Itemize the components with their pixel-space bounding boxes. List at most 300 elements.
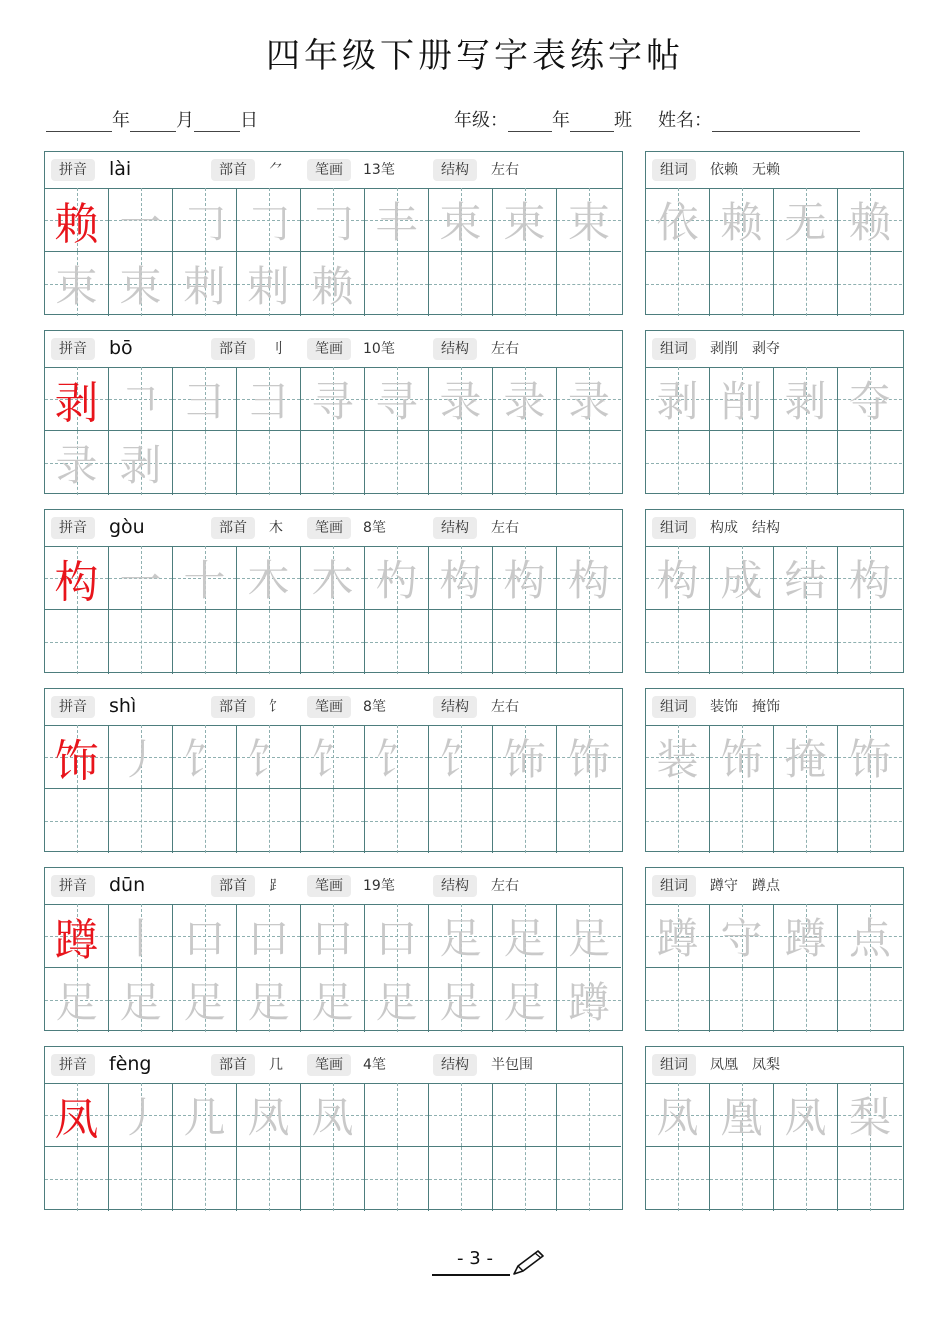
grid-cell[interactable]	[710, 252, 774, 316]
practice-grid	[45, 1083, 622, 1209]
grade-blank[interactable]	[508, 111, 552, 132]
grid-cell[interactable]	[45, 968, 109, 1032]
words-tag: 组词	[652, 1054, 696, 1076]
grid-cell[interactable]	[301, 431, 365, 495]
grid-cell[interactable]	[173, 610, 237, 674]
trace-character: 杓	[375, 555, 418, 605]
trace-character: 赖	[848, 197, 891, 247]
grid-cell[interactable]	[774, 431, 838, 495]
grid-cell[interactable]	[710, 188, 774, 252]
grid-cell[interactable]	[237, 431, 301, 495]
grid-cell[interactable]	[173, 546, 237, 610]
grid-cell[interactable]	[45, 188, 109, 252]
char-card	[44, 151, 623, 315]
words-value: 剥削 剥夺	[710, 341, 780, 357]
trace-character: 构	[503, 555, 546, 605]
grid-cell[interactable]	[365, 188, 429, 252]
grid-cell[interactable]	[301, 789, 365, 853]
grid-cell[interactable]	[557, 725, 621, 789]
grid-cell[interactable]	[365, 1083, 429, 1147]
model-character: 构	[54, 556, 99, 608]
grid-cell[interactable]	[109, 367, 173, 431]
grid-cell[interactable]	[237, 1083, 301, 1147]
trace-character: 一	[119, 555, 162, 605]
char-card-header	[45, 1047, 622, 1084]
structure-tag: 结构	[433, 159, 477, 181]
trace-character: 结	[784, 555, 827, 605]
grid-cell[interactable]	[173, 725, 237, 789]
grid-cell[interactable]	[109, 789, 173, 853]
grid-cell[interactable]	[493, 367, 557, 431]
radical-value: ⻊	[269, 878, 283, 894]
grid-cell[interactable]	[45, 725, 109, 789]
grid-cell[interactable]	[557, 1147, 621, 1211]
month-label: 月	[176, 110, 194, 131]
grid-cell[interactable]	[774, 252, 838, 316]
trace-character: 寻	[375, 376, 418, 426]
name-blank[interactable]	[712, 111, 860, 132]
trace-character: 足	[183, 978, 226, 1027]
grid-cell[interactable]	[493, 1083, 557, 1147]
grid-cell[interactable]	[646, 188, 710, 252]
grid-cell[interactable]	[365, 252, 429, 316]
radical-value: 几	[269, 1057, 283, 1073]
trace-character: 彐	[183, 376, 226, 426]
grid-cell[interactable]	[45, 904, 109, 968]
grid-cell[interactable]	[173, 968, 237, 1032]
grid-cell[interactable]	[646, 1083, 710, 1147]
grid-cell[interactable]	[838, 1083, 902, 1147]
trace-character: 束	[119, 262, 162, 311]
trace-character: 口	[375, 913, 418, 963]
grid-cell[interactable]	[173, 252, 237, 316]
trace-character: 丿	[119, 1092, 162, 1142]
pinyin-tag: 拼音	[51, 875, 95, 897]
trace-character: 丿	[119, 734, 162, 784]
trace-character: 凤	[784, 1092, 827, 1142]
trace-character: 依	[656, 197, 699, 247]
grid-cell[interactable]	[493, 546, 557, 610]
grid-cell[interactable]	[237, 968, 301, 1032]
year-label: 年	[112, 110, 130, 131]
structure-tag: 结构	[433, 875, 477, 897]
grid-cell[interactable]	[646, 968, 710, 1032]
words-card-header	[646, 1047, 903, 1084]
year-blank[interactable]	[46, 111, 112, 132]
grid-cell[interactable]	[301, 904, 365, 968]
trace-character: 剥	[784, 376, 827, 426]
trace-character: 𠃍	[119, 376, 162, 426]
grid-cell[interactable]	[173, 904, 237, 968]
page-title: 四年级下册写字表练字帖	[266, 36, 684, 76]
grid-cell[interactable]	[45, 789, 109, 853]
words-card	[645, 1046, 904, 1210]
grid-cell[interactable]	[429, 968, 493, 1032]
strokes-value: 4笔	[363, 1057, 386, 1073]
char-card-header	[45, 868, 622, 905]
grid-cell[interactable]	[429, 610, 493, 674]
grid-cell[interactable]	[237, 725, 301, 789]
grid-cell[interactable]	[838, 968, 902, 1032]
grid-cell[interactable]	[710, 367, 774, 431]
grid-cell[interactable]	[429, 431, 493, 495]
structure-value: 半包围	[491, 1057, 533, 1073]
grid-cell[interactable]	[493, 904, 557, 968]
grid-cell[interactable]	[109, 546, 173, 610]
grid-cell[interactable]	[774, 904, 838, 968]
grid-cell[interactable]	[493, 252, 557, 316]
grid-cell[interactable]	[557, 789, 621, 853]
grid-cell[interactable]	[301, 610, 365, 674]
grid-cell[interactable]	[646, 904, 710, 968]
practice-grid	[646, 904, 903, 1030]
structure-tag: 结构	[433, 338, 477, 360]
char-card-header	[45, 510, 622, 547]
grid-cell[interactable]	[45, 367, 109, 431]
grid-cell[interactable]	[646, 546, 710, 610]
grid-cell[interactable]	[301, 968, 365, 1032]
words-tag: 组词	[652, 875, 696, 897]
grid-cell[interactable]	[429, 1147, 493, 1211]
char-card	[44, 688, 623, 852]
strokes-tag: 笔画	[307, 159, 351, 181]
trace-character: 饣	[311, 734, 354, 784]
char-card-header	[45, 152, 622, 189]
grid-cell[interactable]	[710, 610, 774, 674]
trace-character: 构	[656, 555, 699, 605]
month-blank[interactable]	[130, 111, 176, 132]
model-character: 剥	[54, 377, 99, 429]
grid-cell[interactable]	[493, 789, 557, 853]
practice-grid	[646, 725, 903, 851]
grid-cell[interactable]	[557, 431, 621, 495]
grid-cell[interactable]	[109, 968, 173, 1032]
trace-character: 足	[247, 978, 290, 1027]
grid-cell[interactable]	[173, 1083, 237, 1147]
trace-character: 蹲	[567, 978, 610, 1027]
grid-cell[interactable]	[45, 1083, 109, 1147]
trace-character: 剥	[119, 441, 162, 490]
trace-character: 录	[55, 441, 98, 490]
words-card-header	[646, 868, 903, 905]
grid-cell[interactable]	[710, 546, 774, 610]
grade-year-label: 年	[552, 110, 570, 131]
trace-character: 饰	[720, 734, 763, 784]
trace-character: 十	[183, 555, 226, 605]
trace-character: 足	[503, 978, 546, 1027]
radical-tag: 部首	[211, 875, 255, 897]
trace-character: 足	[311, 978, 354, 1027]
student-line	[454, 106, 860, 134]
grid-cell[interactable]	[838, 252, 902, 316]
grid-cell[interactable]	[109, 188, 173, 252]
grid-cell[interactable]	[493, 610, 557, 674]
grid-cell[interactable]	[646, 610, 710, 674]
radical-tag: 部首	[211, 159, 255, 181]
grid-cell[interactable]	[710, 789, 774, 853]
grid-cell[interactable]	[493, 188, 557, 252]
grid-cell[interactable]	[173, 367, 237, 431]
trace-character: 𠃌	[247, 197, 290, 247]
grid-cell[interactable]	[301, 367, 365, 431]
grid-cell[interactable]	[237, 252, 301, 316]
words-card-header	[646, 689, 903, 726]
grid-cell[interactable]	[429, 252, 493, 316]
trace-character: 凤	[311, 1092, 354, 1142]
grid-cell[interactable]	[838, 367, 902, 431]
grid-cell[interactable]	[557, 188, 621, 252]
grid-cell[interactable]	[429, 546, 493, 610]
grid-cell[interactable]	[429, 367, 493, 431]
grid-cell[interactable]	[109, 252, 173, 316]
practice-grid	[45, 188, 622, 314]
trace-character: 口	[311, 913, 354, 963]
grid-cell[interactable]	[365, 968, 429, 1032]
practice-grid	[646, 367, 903, 493]
radical-value: 刂	[269, 341, 283, 357]
trace-character: 足	[567, 913, 610, 963]
trace-character: 构	[439, 555, 482, 605]
grid-cell[interactable]	[774, 610, 838, 674]
trace-character: 寻	[311, 376, 354, 426]
grid-cell[interactable]	[646, 367, 710, 431]
model-character: 赖	[54, 198, 99, 250]
grid-cell[interactable]	[45, 546, 109, 610]
trace-character: 口	[183, 913, 226, 963]
grid-cell[interactable]	[301, 1083, 365, 1147]
grid-cell[interactable]	[45, 431, 109, 495]
radical-value: ⺈	[269, 162, 283, 178]
pinyin-tag: 拼音	[51, 696, 95, 718]
words-tag: 组词	[652, 159, 696, 181]
grid-cell[interactable]	[838, 725, 902, 789]
grid-cell[interactable]	[237, 1147, 301, 1211]
model-character: 蹲	[54, 914, 99, 966]
words-card	[645, 688, 904, 852]
grid-cell[interactable]	[365, 546, 429, 610]
trace-character: 剥	[656, 376, 699, 426]
grid-cell[interactable]	[774, 188, 838, 252]
structure-value: 左右	[491, 878, 519, 894]
words-tag: 组词	[652, 517, 696, 539]
pen-icon	[510, 1248, 546, 1278]
grid-cell[interactable]	[557, 367, 621, 431]
trace-character: 蹲	[784, 913, 827, 963]
words-value: 蹲守 蹲点	[710, 878, 780, 894]
pinyin-tag: 拼音	[51, 338, 95, 360]
grid-cell[interactable]	[173, 188, 237, 252]
model-character: 饰	[54, 735, 99, 787]
grid-cell[interactable]	[838, 546, 902, 610]
grid-cell[interactable]	[45, 252, 109, 316]
trace-character: 束	[439, 197, 482, 247]
char-card	[44, 330, 623, 494]
class-blank[interactable]	[570, 111, 614, 132]
words-card	[645, 330, 904, 494]
radical-value: 木	[269, 520, 283, 536]
grid-cell[interactable]	[173, 789, 237, 853]
grid-cell[interactable]	[365, 367, 429, 431]
trace-character: 足	[503, 913, 546, 963]
words-card-header	[646, 510, 903, 547]
trace-character: 赖	[311, 262, 354, 311]
grid-cell[interactable]	[237, 367, 301, 431]
grid-cell[interactable]	[301, 725, 365, 789]
grid-cell[interactable]	[557, 252, 621, 316]
char-card-header	[45, 689, 622, 726]
trace-character: 饣	[183, 734, 226, 784]
grid-cell[interactable]	[493, 725, 557, 789]
radical-tag: 部首	[211, 338, 255, 360]
grid-cell[interactable]	[557, 1083, 621, 1147]
pinyin-tag: 拼音	[51, 1054, 95, 1076]
grid-cell[interactable]	[109, 431, 173, 495]
trace-character: 足	[375, 978, 418, 1027]
grid-cell[interactable]	[429, 188, 493, 252]
grid-cell[interactable]	[365, 610, 429, 674]
grid-cell[interactable]	[557, 610, 621, 674]
grid-cell[interactable]	[109, 1147, 173, 1211]
radical-tag: 部首	[211, 696, 255, 718]
grid-cell[interactable]	[838, 1147, 902, 1211]
grid-cell[interactable]	[774, 367, 838, 431]
grid-cell[interactable]	[365, 725, 429, 789]
grid-cell[interactable]	[774, 1147, 838, 1211]
trace-character: 丰	[375, 197, 418, 247]
grid-cell[interactable]	[774, 725, 838, 789]
words-value: 装饰 掩饰	[710, 699, 780, 715]
grid-cell[interactable]	[646, 431, 710, 495]
pinyin-tag: 拼音	[51, 517, 95, 539]
strokes-tag: 笔画	[307, 875, 351, 897]
trace-character: 几	[183, 1092, 226, 1142]
practice-grid	[646, 188, 903, 314]
structure-value: 左右	[491, 341, 519, 357]
pinyin-tag: 拼音	[51, 159, 95, 181]
grade-label: 年级：	[454, 110, 508, 131]
pinyin-value: gòu	[109, 516, 145, 538]
trace-character: 录	[439, 376, 482, 426]
strokes-value: 13笔	[363, 162, 395, 178]
grid-cell[interactable]	[646, 789, 710, 853]
trace-character: 𠃌	[183, 197, 226, 247]
practice-grid	[45, 725, 622, 851]
grid-cell[interactable]	[774, 789, 838, 853]
grid-cell[interactable]	[838, 188, 902, 252]
grid-cell[interactable]	[301, 546, 365, 610]
grid-cell[interactable]	[429, 904, 493, 968]
trace-character: 凤	[656, 1092, 699, 1142]
trace-character: 束	[567, 197, 610, 247]
grid-cell[interactable]	[45, 1147, 109, 1211]
grid-cell[interactable]	[774, 546, 838, 610]
grid-cell[interactable]	[237, 789, 301, 853]
grid-cell[interactable]	[838, 789, 902, 853]
trace-character: 掩	[784, 734, 827, 784]
grid-cell[interactable]	[557, 968, 621, 1032]
char-card-header	[45, 331, 622, 368]
trace-character: 点	[848, 913, 891, 963]
structure-tag: 结构	[433, 696, 477, 718]
grid-cell[interactable]	[774, 1083, 838, 1147]
grid-cell[interactable]	[365, 789, 429, 853]
trace-character: 足	[55, 978, 98, 1027]
grid-cell[interactable]	[365, 904, 429, 968]
grid-cell[interactable]	[710, 1147, 774, 1211]
char-card	[44, 867, 623, 1031]
grid-cell[interactable]	[237, 610, 301, 674]
grid-cell[interactable]	[109, 904, 173, 968]
trace-character: 无	[784, 197, 827, 247]
grid-cell[interactable]	[710, 431, 774, 495]
trace-character: 丨	[119, 913, 162, 963]
strokes-value: 8笔	[363, 699, 386, 715]
grid-cell[interactable]	[45, 610, 109, 674]
grid-cell[interactable]	[365, 1147, 429, 1211]
model-character: 凤	[54, 1093, 99, 1145]
grid-cell[interactable]	[365, 431, 429, 495]
words-tag: 组词	[652, 696, 696, 718]
words-card-header	[646, 331, 903, 368]
grid-cell[interactable]	[838, 431, 902, 495]
words-value: 凤凰 凤梨	[710, 1057, 780, 1073]
grid-cell[interactable]	[557, 904, 621, 968]
grid-cell[interactable]	[493, 1147, 557, 1211]
grid-cell[interactable]	[493, 431, 557, 495]
grid-cell[interactable]	[646, 252, 710, 316]
grid-cell[interactable]	[429, 725, 493, 789]
grid-cell[interactable]	[710, 1083, 774, 1147]
grid-cell[interactable]	[557, 546, 621, 610]
day-blank[interactable]	[194, 111, 240, 132]
grid-cell[interactable]	[301, 1147, 365, 1211]
grid-cell[interactable]	[109, 1083, 173, 1147]
grid-cell[interactable]	[838, 610, 902, 674]
practice-grid	[646, 546, 903, 672]
radical-tag: 部首	[211, 517, 255, 539]
grid-cell[interactable]	[237, 546, 301, 610]
grid-cell[interactable]	[301, 188, 365, 252]
grid-cell[interactable]	[173, 1147, 237, 1211]
words-value: 依赖 无赖	[710, 162, 780, 178]
grid-cell[interactable]	[493, 968, 557, 1032]
trace-character: 构	[848, 555, 891, 605]
grid-cell[interactable]	[429, 1083, 493, 1147]
grid-cell[interactable]	[710, 725, 774, 789]
strokes-value: 19笔	[363, 878, 395, 894]
trace-character: 饣	[247, 734, 290, 784]
grid-cell[interactable]	[173, 431, 237, 495]
grid-cell[interactable]	[237, 904, 301, 968]
grid-cell[interactable]	[710, 904, 774, 968]
trace-character: 饰	[848, 734, 891, 784]
grid-cell[interactable]	[109, 610, 173, 674]
trace-character: 梨	[848, 1092, 891, 1142]
strokes-value: 10笔	[363, 341, 395, 357]
grid-cell[interactable]	[109, 725, 173, 789]
structure-tag: 结构	[433, 517, 477, 539]
grid-cell[interactable]	[838, 904, 902, 968]
grid-cell[interactable]	[774, 968, 838, 1032]
grid-cell[interactable]	[646, 725, 710, 789]
grid-cell[interactable]	[301, 252, 365, 316]
pinyin-value: dūn	[109, 874, 146, 896]
grid-cell[interactable]	[710, 968, 774, 1032]
trace-character: 木	[247, 555, 290, 605]
grid-cell[interactable]	[429, 789, 493, 853]
grid-cell[interactable]	[646, 1147, 710, 1211]
grid-cell[interactable]	[237, 188, 301, 252]
